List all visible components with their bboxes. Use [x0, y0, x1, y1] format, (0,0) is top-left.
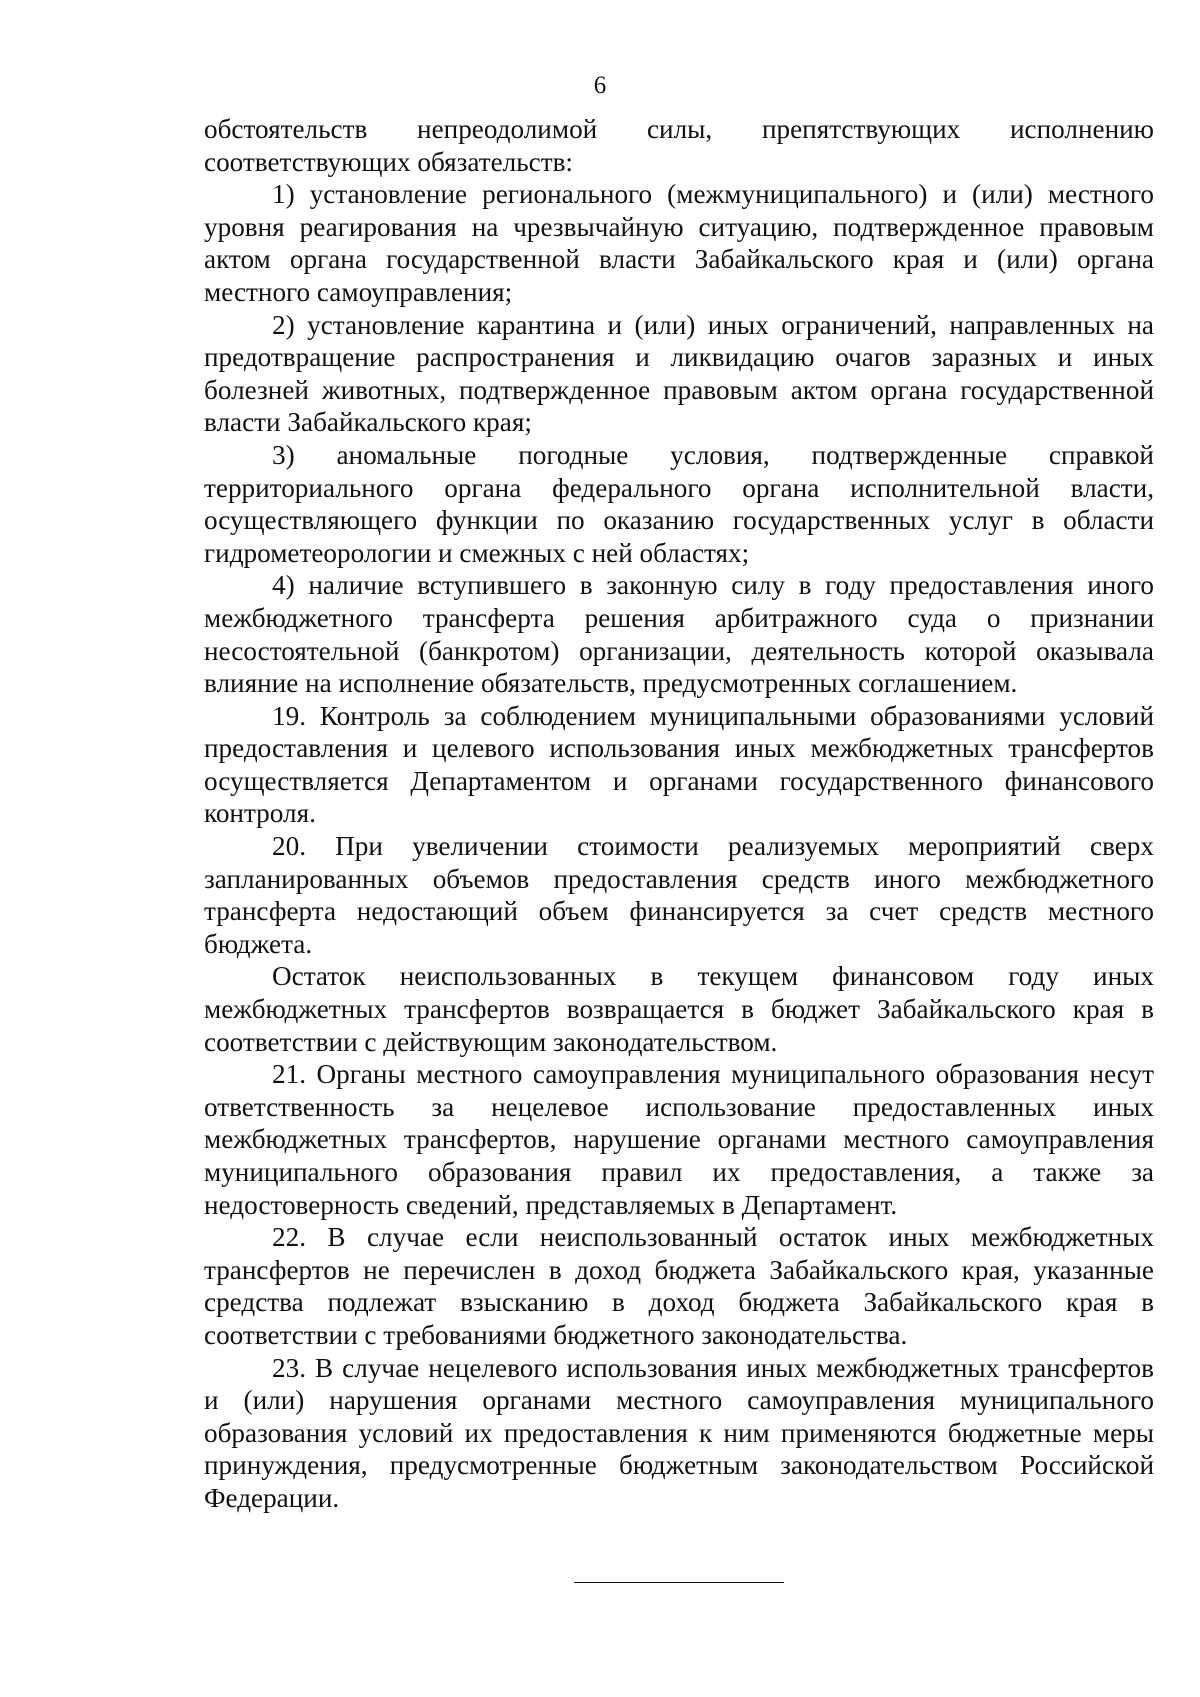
page-number: 6 — [593, 72, 607, 99]
paragraph-clause-19: 19. Контроль за соблюдением муниципальными образованиями условий предоставления и целевого использования иных межбюджетных трансфертов осуществляется Департаментом и органами государственного финансового контроля. — [204, 700, 1154, 829]
paragraph-item-3-weather: 3) аномальные погодные условия, подтвержденные справкой территориального органа федерального органа исполнительной власти, осуществляющего функции по оказанию государственных услуг в области гидрометеорологии и смежных с ней областях; — [204, 439, 1154, 568]
paragraph-item-2-quarantine: 2) установление карантина и (или) иных ограничений, направленных на предотвращение распространения и ликвидацию очагов заразных и иных болезней животных, подтвержденное правовым актом органа государственной власти Забайкальского края; — [204, 309, 1154, 438]
document-body — [204, 113, 1154, 1515]
paragraph-clause-23: 23. В случае нецелевого использования иных межбюджетных трансфертов и (или) нарушения органами местного самоуправления муниципального образования условий их предоставления к ним применяются бюджетные меры принуждения, предусмотренные бюджетным законодательством Российской Федерации. — [204, 1352, 1154, 1513]
paragraph-clause-20: 20. При увеличении стоимости реализуемых мероприятий сверх запланированных объемов предоставления средств иного межбюджетного трансферта недостающий объем финансируется за счет средств местного бюджета. — [204, 831, 1154, 959]
closing-divider-line — [574, 1582, 784, 1583]
paragraph-force-majeure-intro: обстоятельств непреодолимой силы, препятствующих исполнению соответствующих обязательств: — [204, 114, 1154, 177]
paragraph-clause-20-remainder: Остаток неиспользованных в текущем финансовом году иных межбюджетных трансфертов возвращается в бюджет Забайкальского края в соответствии с действующим законодательством. — [204, 961, 1154, 1057]
paragraph-clause-21: 21. Органы местного самоуправления муниципального образования несут ответственность за нецелевое использование предоставленных иных межбюджетных трансфертов, нарушение органами местного самоуправления муниципального образования правил их предоставления, а также за недостоверность сведений, представляемых в Департамент. — [204, 1059, 1154, 1220]
paragraph-clause-22: 22. В случае если неиспользованный остаток иных межбюджетных трансфертов не перечислен в доход бюджета Забайкальского края, указанные средства подлежат взысканию в доход бюджета Забайкальского края в соответствии с требованиями бюджетного законодательства. — [204, 1222, 1154, 1350]
paragraph-item-1-emergency: 1) установление регионального (межмуниципального) и (или) местного уровня реагирования на чрезвычайную ситуацию, подтвержденное правовым актом органа государственной власти Забайкальского края и (или) органа местного самоуправления; — [204, 179, 1154, 307]
paragraph-item-4-bankruptcy: 4) наличие вступившего в законную силу в году предоставления иного межбюджетного трансферта решения арбитражного суда о признании несостоятельной (банкротом) организации, деятельность которой оказывала влияние на исполнение обязательств, предусмотренных соглашением. — [204, 570, 1154, 699]
